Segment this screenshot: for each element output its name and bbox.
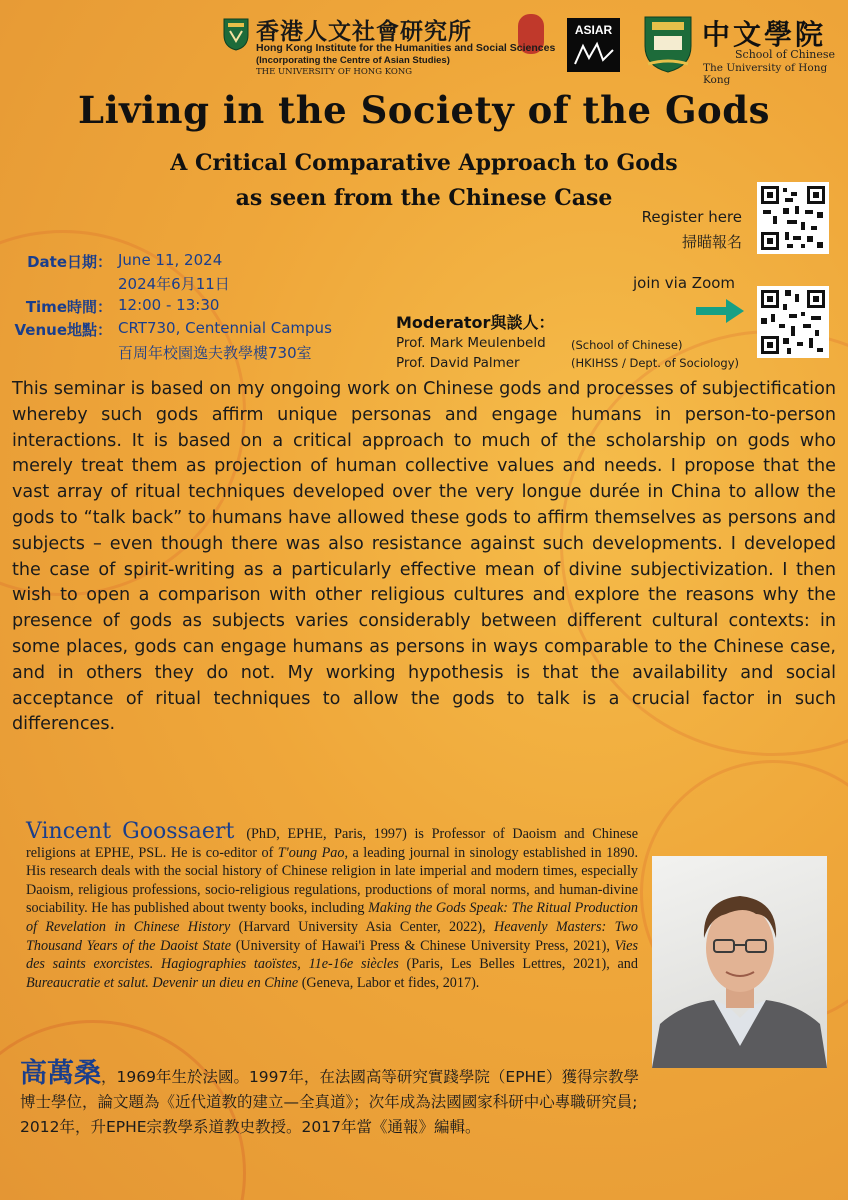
hkihss-english-name: Hong Kong Institute for the Humanities and Social Sciences [256,42,556,54]
event-subtitle: A Critical Comparative Approach to Gods [170,150,678,176]
hkihss-note: (Incorporating the Centre of Asian Studies) [256,55,450,66]
school-crest-icon [642,14,694,74]
speaker-bio [26,819,638,992]
asiar-logo-text: ASIAR [574,23,613,37]
zoom-label: join via Zoom [633,274,736,292]
school-english-name: School of Chinese [735,48,835,61]
date-value-zh: 2024年6月11日 [118,275,230,293]
bio-text: (University of Hawai'i Press & Chinese University Press, 2021), [231,937,615,954]
bio-text: (Geneva, Labor et fides, 2017). [298,974,480,991]
date-label: Date日期： [27,253,112,271]
bio-italic: Heavenly Masters: Two Thousand Years of the Daoist State [26,918,638,954]
bio-zh-text: ，1969年生於法國。1997年，在法國高等研究實踐學院（EPHE）獲得宗教學博士學位，論文題為《近代道教的建立—全真道》；次年成為法國國家科研中心專職研究員; 2012年，升EPHE宗教學系道教史教授。2017年當《通報》編輯。 [20,1068,639,1136]
venue-value-zh: 百周年校園逸夫教學樓730室 [118,344,312,362]
moderator-name: Prof. Mark Meulenbeld [396,335,546,351]
bio-italic: Vies des saints exorcistes. Hagiographies taoïstes, 11e-16e siècles [26,937,638,973]
speaker-name-zh: 高萬桑 [20,1058,101,1089]
register-label-zh: 掃瞄報名 [681,233,742,251]
zoom-qr-code[interactable] [757,286,829,358]
venue-label: Venue地點： [14,321,112,339]
bio-italic: T'oung Pao [277,844,345,861]
asiar-logo [567,18,620,72]
venue-value: CRT730, Centennial Campus [118,319,332,337]
time-value: 12:00 - 13:30 [118,296,220,314]
abstract-text: This seminar is based on my ongoing work on Chinese gods and processes of subjectification whereby such gods affirm unique personas and engage humans in person-to-person interactions. It is based on a critical approach to much of the scholarship on gods who merely treat them as projection of human collective values and needs. I propose that the vast array of ritual techniques developed over the very longue durée in China to allow the gods to “talk back” to humans have allowed these gods to affirm themselves as persons and subjects – even though there was also resistance against such developments. I developed the case of spirit-writing as a particularly effective mean of divine subjectivization. I then wish to open a comparison with other religious cultures and explore the reasons why the presence of gods as subjects varies considerably between different cultural contexts: in some places, gods can engage humans as persons in ways comparable to the Chinese case, and in others they do not. My working hypothesis is that the availability and social acceptance of ritual techniques to allow the gods to talk is a crucial factor in such differences. [12,379,836,735]
register-qr-code[interactable] [757,182,829,254]
bio-text: (Paris, Les Belles Lettres, 2021), and [398,956,638,973]
bio-text: (Harvard University Asia Center, 2022), [230,918,494,935]
hkihss-chinese-name: 香港人文社會研究所 [256,18,472,45]
school-hku-name: The University of Hong Kong [703,62,828,86]
event-subtitle-line2: as seen from the Chinese Case [235,185,613,211]
hku-crest-icon [222,17,250,51]
bio-italic: Making the Gods Speak: The Ritual Production of Revelation in Chinese History [26,900,638,935]
speaker-bio-zh [20,1058,640,1139]
hku-name: THE UNIVERSITY OF HONG KONG [256,67,413,77]
register-label: Register here [641,208,742,226]
time-label: Time時間： [25,298,112,316]
moderator-name: Prof. David Palmer [396,355,520,371]
moderator-heading: Moderator與談人： [396,313,555,332]
school-chinese-name: 中文學院 [702,18,827,51]
speaker-photo [652,856,827,1068]
bio-text: , a leading journal in sinology established in 1890. His research deals with the social history of Chinese religion in late imperial and modern times, especially Daoism, religious professions, socio-religious regulations, productions of moral norms, and human-divine sociability. He has published about twenty books, including [26,844,638,917]
moderator-affiliation: (HKIHSS / Dept. of Sociology) [571,356,740,370]
bio-italic: Bureaucratie et salut. Devenir un dieu en Chine [26,974,299,991]
arrow-right-icon [694,298,746,324]
bio-text: (PhD, EPHE, Paris, 1997) is Professor of Daoism and Chinese religions at EPHE, PSL. He is co-editor of [26,826,638,861]
date-value: June 11, 2024 [118,251,223,269]
event-title: Living in the Society of the Gods [78,88,770,132]
moderator-affiliation: (School of Chinese) [571,338,683,352]
speaker-name: Vincent Goossaert [26,819,235,844]
